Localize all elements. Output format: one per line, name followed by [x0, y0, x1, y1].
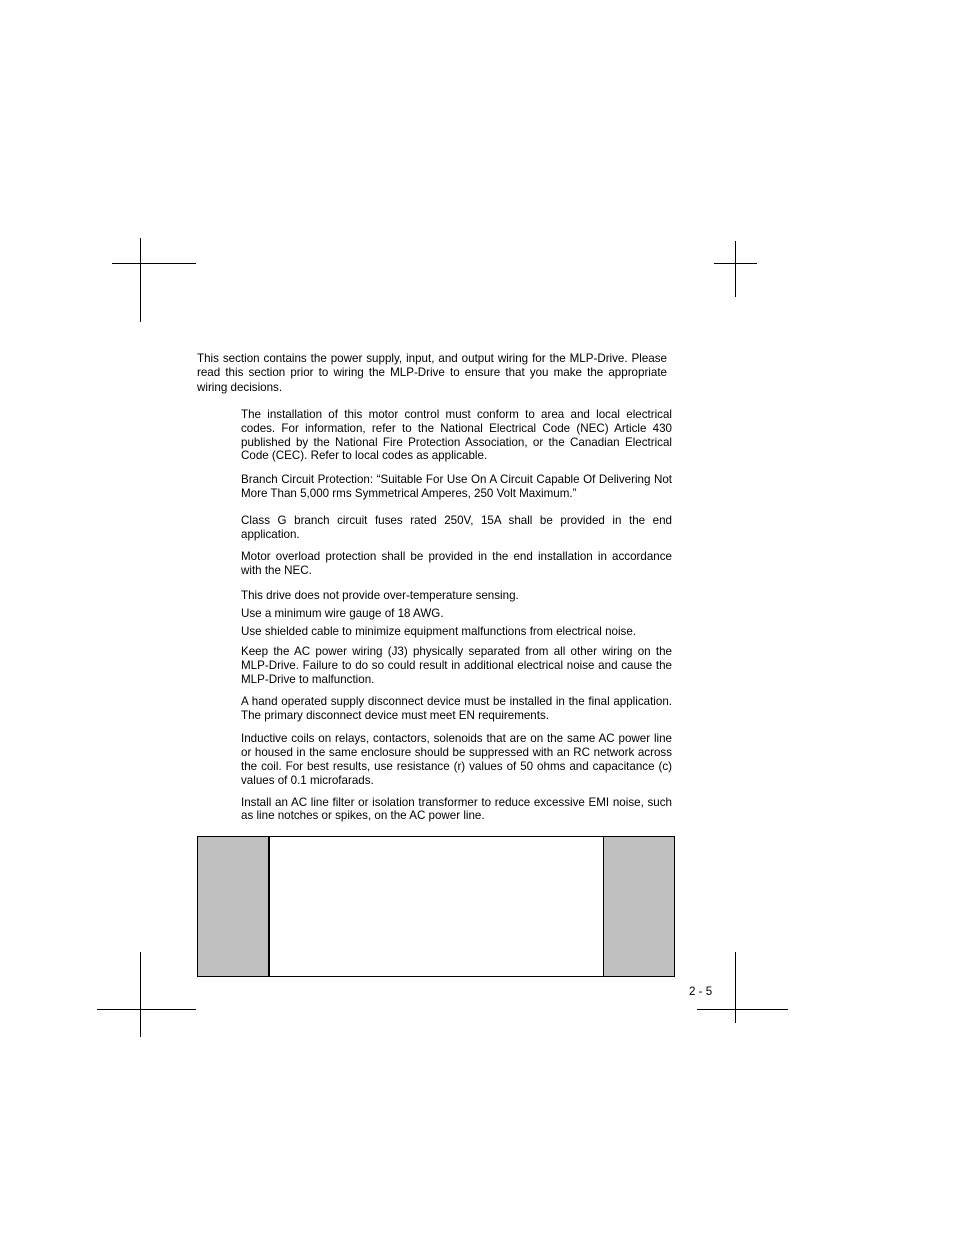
- crop-mark-top-right-v: [735, 241, 736, 297]
- crop-mark-bottom-right-h: [697, 1009, 788, 1010]
- guideline-item: Branch Circuit Protection: “Suitable For Use On A Circuit Capable Of Delivering Not More Than 5,000 rms Symmetrical Amperes, 250 Volt Maximum.”: [241, 473, 672, 500]
- crop-mark-bottom-left-h: [97, 1009, 196, 1010]
- guideline-item: This drive does not provide over-temperature sensing.: [241, 588, 519, 602]
- crop-mark-bottom-right-v: [735, 952, 736, 1023]
- guideline-item: Keep the AC power wiring (J3) physically separated from all other wiring on the MLP-Drive. Failure to do so could result in additional electrical noise and cause the MLP-Drive to malfunction.: [241, 645, 672, 686]
- guideline-item: Use shielded cable to minimize equipment malfunctions from electrical noise.: [241, 624, 637, 638]
- guideline-item: Use a minimum wire gauge of 18 AWG.: [241, 606, 444, 620]
- guideline-item: Install an AC line filter or isolation transformer to reduce excessive EMI noise, such as line notches or spikes, on the AC power line.: [241, 795, 672, 823]
- notice-content-area: [270, 837, 603, 976]
- crop-mark-bottom-left-v: [140, 952, 141, 1037]
- guideline-item: Motor overload protection shall be provided in the end installation in accordance with the NEC.: [241, 550, 672, 578]
- intro-paragraph: This section contains the power supply, input, and output wiring for the MLP-Drive. Please read this section prior to wiring the MLP-Drive to ensure that you make the appropriate wiring decisions.: [197, 352, 667, 394]
- notice-box: [197, 836, 675, 977]
- notice-left-panel: [198, 837, 270, 976]
- guideline-item: The installation of this motor control must conform to area and local electrical codes. For information, refer to the National Electrical Code (NEC) Article 430 published by the National Fire Protection Association, or the Canadian Electrical Code (CEC). Refer to local codes as applicable.: [241, 408, 672, 463]
- wiring-guidelines-list: [241, 408, 672, 833]
- page-number: 2 - 5: [689, 985, 713, 998]
- guideline-item: Inductive coils on relays, contactors, solenoids that are on the same AC power line or housed in the same enclosure should be suppressed with an RC network across the coil. For best results, use resistance (r) values of 50 ohms and capacitance (c) values of 0.1 microfarads.: [241, 732, 672, 787]
- guideline-item: A hand operated supply disconnect device must be installed in the final application. The primary disconnect device must meet EN requirements.: [241, 694, 672, 722]
- crop-mark-top-left-h: [112, 263, 196, 264]
- guideline-item: Class G branch circuit fuses rated 250V, 15A shall be provided in the end application.: [241, 513, 672, 541]
- crop-mark-top-left-v: [140, 238, 141, 322]
- notice-right-panel: [603, 837, 674, 976]
